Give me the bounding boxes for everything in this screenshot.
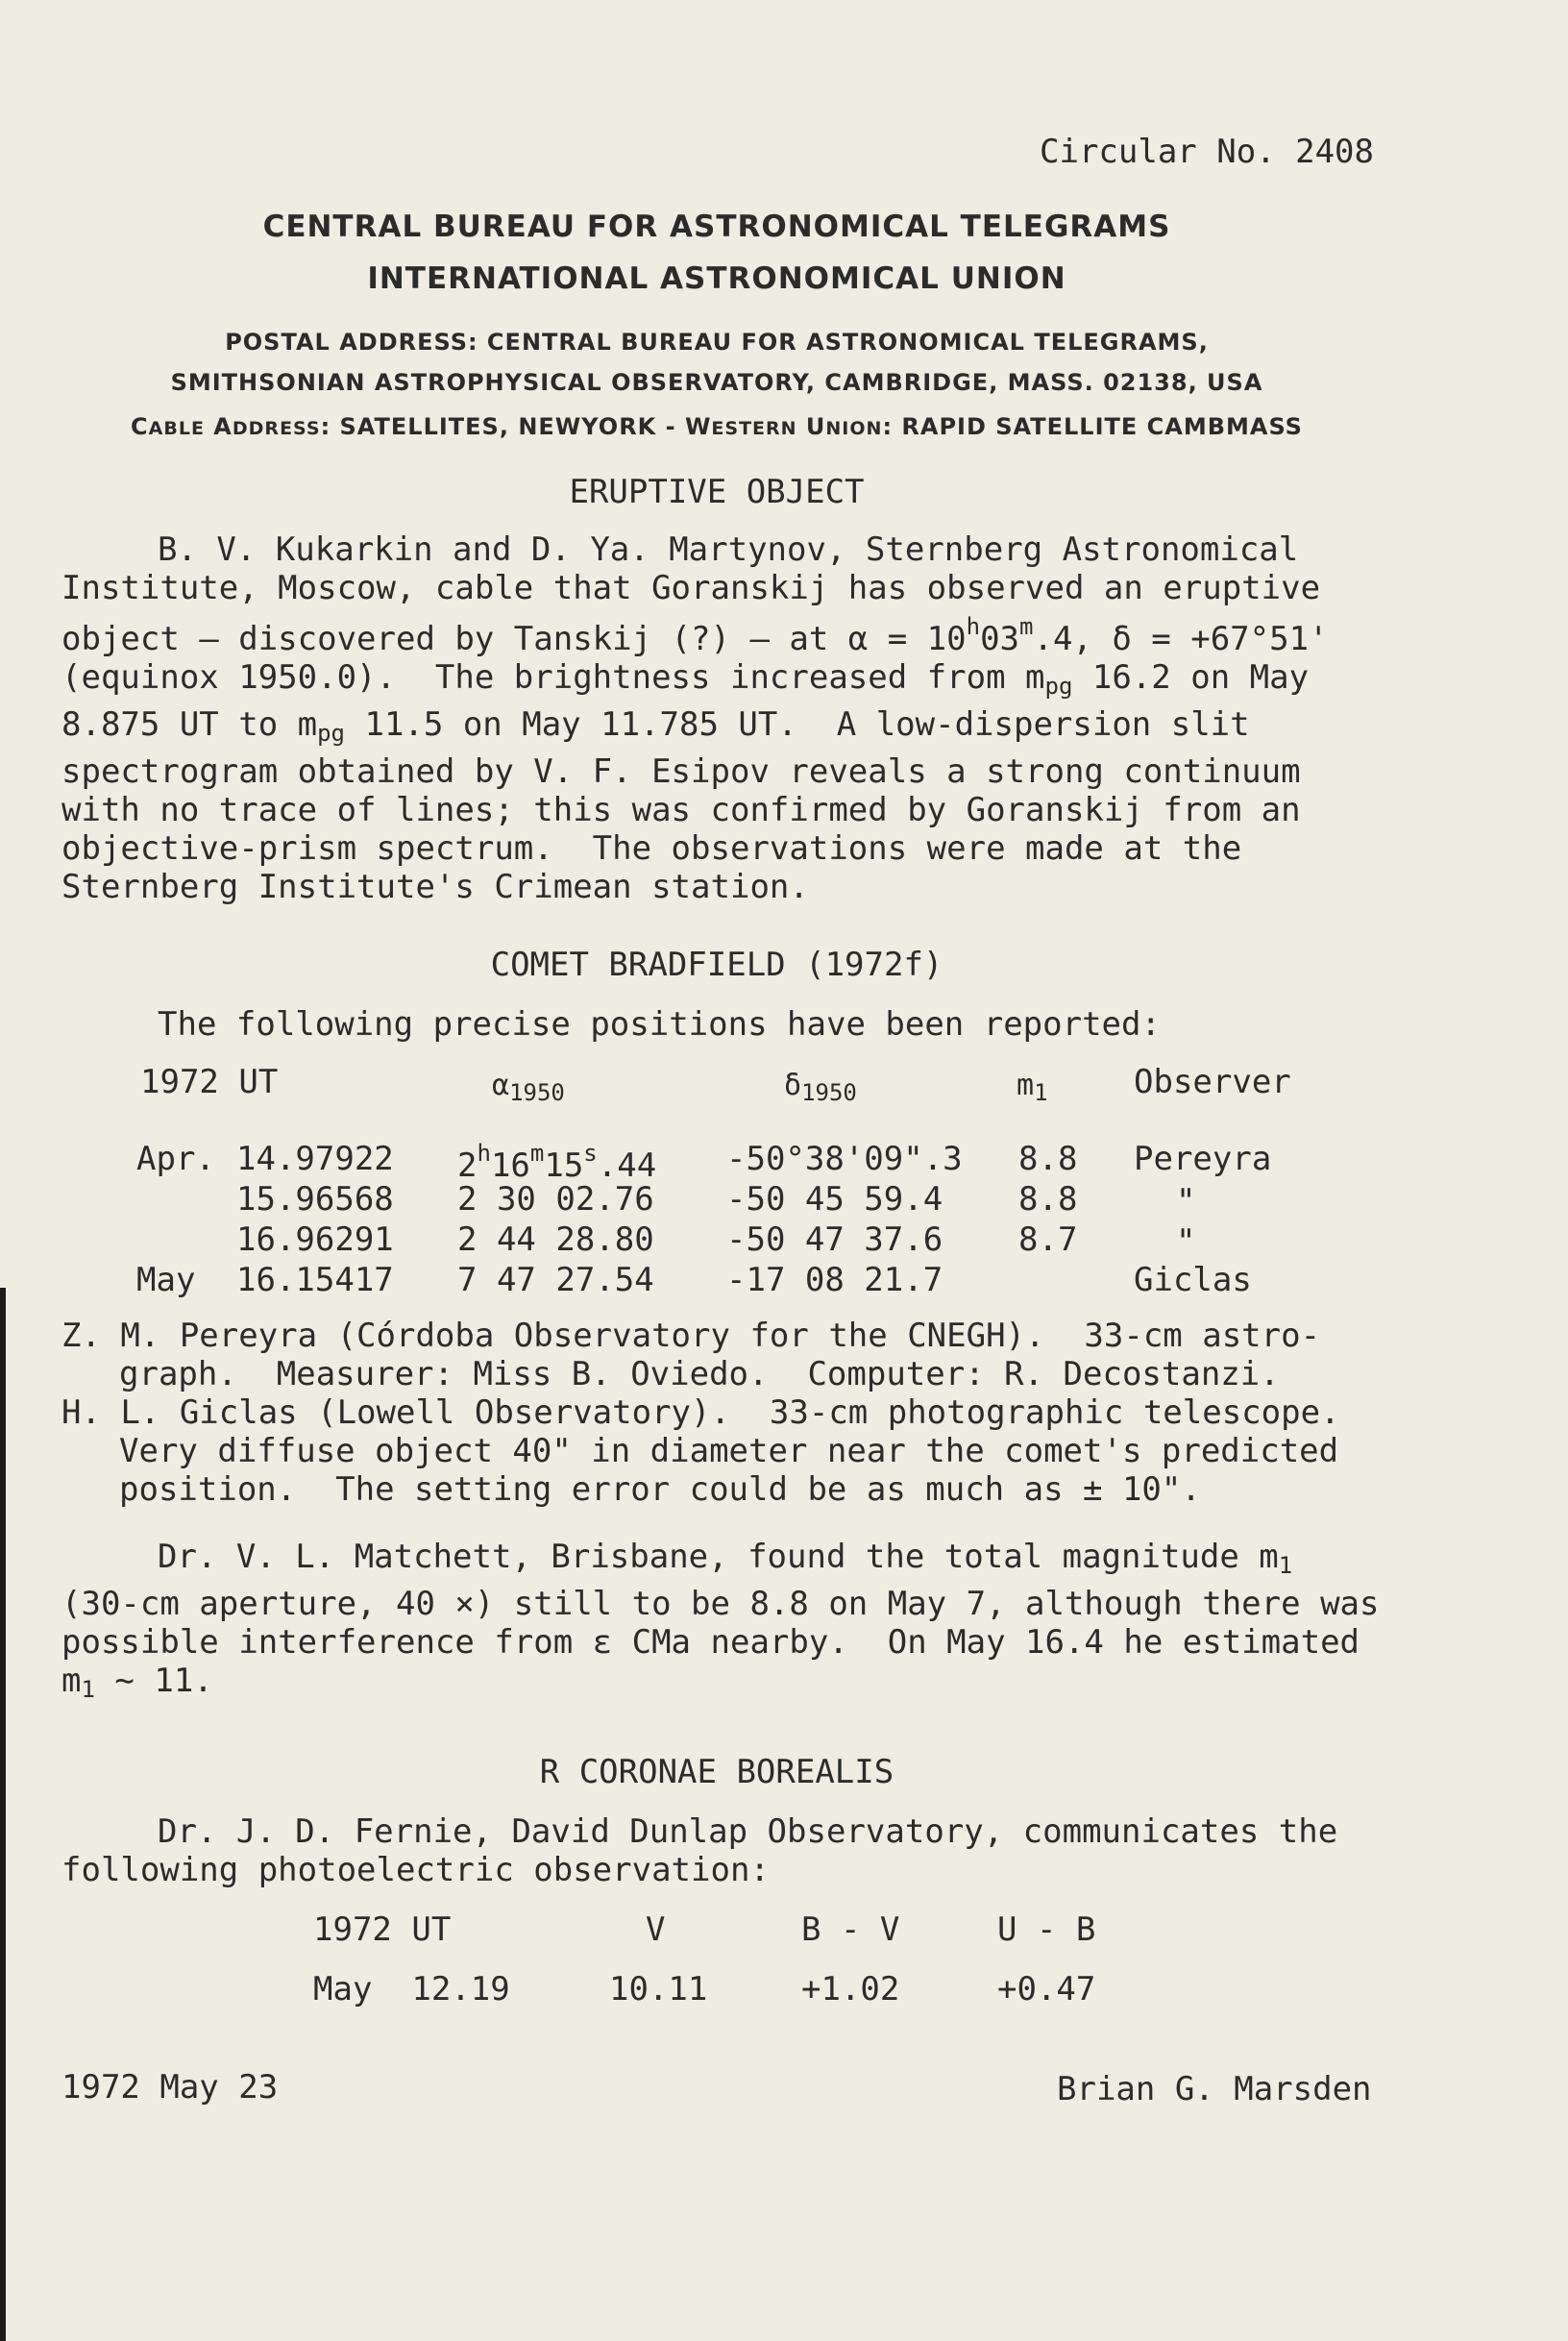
row-observer: Pereyra <box>1134 1140 1272 1178</box>
row-mag: 8.8 <box>1018 1140 1078 1178</box>
header-bureau: CENTRAL BUREAU FOR ASTRONOMICAL TELEGRAMS <box>262 209 1171 244</box>
col-header-observer: Observer <box>1134 1063 1291 1101</box>
col-header-dec: $\delta_{1950}$ <box>784 1069 857 1106</box>
row-observer: Giclas <box>1134 1261 1252 1299</box>
row-dec: -50 45 59.4 <box>726 1180 943 1219</box>
row-month: Apr. <box>136 1140 215 1178</box>
observer-notes: Z. M. Pereyra (Córdoba Observatory for the CNEGH). 33-cm astro- graph. Measurer: Miss B. Oviedo. Computer: R. Decostanzi. H. L. Giclas (Lowell Observatory). 33-cm photographic telescope. Very diffuse object 40" in diameter near the comet's predicted position. The setting error could be as much as ± 10". <box>61 1317 1340 1509</box>
section-title-comet: COMET BRADFIELD (1972f) <box>490 946 943 984</box>
postal-address-line1: POSTAL ADDRESS: CENTRAL BUREAU FOR ASTRONOMICAL TELEGRAMS, <box>225 329 1209 356</box>
rcrb-header-bv: B - V <box>801 1910 900 1949</box>
row-month: May <box>136 1261 196 1299</box>
row-observer-ditto: " <box>1176 1182 1196 1220</box>
row-day: 15.96568 <box>236 1180 394 1219</box>
row-mag: 8.8 <box>1018 1180 1078 1219</box>
cable-address: CABLE ADDRESS: SATELLITES, NEWYORK - WESTERN UNION: RAPID SATELLITE CAMBMASS <box>131 413 1303 440</box>
row-ra: 2$^h$16$^m$15$^s$.44 <box>457 1140 657 1185</box>
row-ra: 7 47 27.54 <box>457 1261 654 1299</box>
row-day: 16.96291 <box>236 1220 394 1259</box>
rcrb-header-ub: U - B <box>997 1910 1096 1949</box>
row-mag: 8.7 <box>1018 1220 1078 1259</box>
footer-author: Brian G. Marsden <box>1057 2070 1372 2108</box>
page-edge-shadow <box>0 1288 6 2341</box>
col-header-mag: $m_1$ <box>1017 1069 1048 1106</box>
rcrb-paragraph: Dr. J. D. Fernie, David Dunlap Observatory, communicates the following photoelectric observation: <box>61 1812 1338 1889</box>
row-day: 16.15417 <box>236 1261 394 1299</box>
row-ra: 2 44 28.80 <box>457 1220 654 1259</box>
rcrb-date: May 12.19 <box>313 1970 510 2008</box>
col-header-ra: $\alpha_{1950}$ <box>492 1069 565 1106</box>
row-dec: -17 08 21.7 <box>726 1261 943 1299</box>
rcrb-header-v: V <box>646 1910 666 1949</box>
section-title-eruptive: ERUPTIVE OBJECT <box>569 473 865 511</box>
eruptive-paragraph: B. V. Kukarkin and D. Ya. Martynov, Sternberg Astronomical Institute, Moscow, cable that Goranskij has observed an eruptive object – discovered by Tanskij (?) – at $\alpha = 10^h03^m.4$, δ = +67°51' (equinox 1950.0). The brightness increased from $m_{pg}$ 16.2 on May 8.875 UT to $m_{pg}$ 11.5 on May 11.785 UT. A low-dispersion slit spectrogram obtained by V. F. Esipov reveals a strong continuum with no trace of lines; this was confirmed by Goranskij from an objective-prism spectrum. The observations were made at the Sternberg Institute's Crimean station. <box>61 530 1329 906</box>
postal-address-line2: SMITHSONIAN ASTROPHYSICAL OBSERVATORY, CAMBRIDGE, MASS. 02138, USA <box>170 369 1263 396</box>
row-dec: -50 47 37.6 <box>726 1220 943 1259</box>
comet-intro: The following precise positions have been reported: <box>158 1005 1161 1044</box>
rcrb-v: 10.11 <box>609 1970 708 2008</box>
section-title-rcrb: R CORONAE BOREALIS <box>539 1753 894 1791</box>
row-observer-ditto: " <box>1176 1222 1196 1261</box>
matchett-paragraph: Dr. V. L. Matchett, Brisbane, found the total magnitude $m_1$ (30-cm aperture, 40 ×) still to be 8.8 on May 7, although there was possible interference from ε CMa nearby. On May 16.4 he estimated $m_1$ ∼ 11. <box>61 1538 1380 1703</box>
circular-number: Circular No. 2408 <box>1040 133 1374 171</box>
row-dec: -50°38'09".3 <box>726 1140 963 1178</box>
row-ra: 2 30 02.76 <box>457 1180 654 1219</box>
rcrb-ub: +0.47 <box>997 1970 1096 2008</box>
footer-date: 1972 May 23 <box>61 2068 279 2107</box>
col-header-date: 1972 UT <box>140 1063 279 1101</box>
rcrb-bv: +1.02 <box>801 1970 900 2008</box>
row-day: 14.97922 <box>236 1140 394 1178</box>
header-union: INTERNATIONAL ASTRONOMICAL UNION <box>367 261 1066 296</box>
rcrb-header-date: 1972 UT <box>313 1910 452 1949</box>
